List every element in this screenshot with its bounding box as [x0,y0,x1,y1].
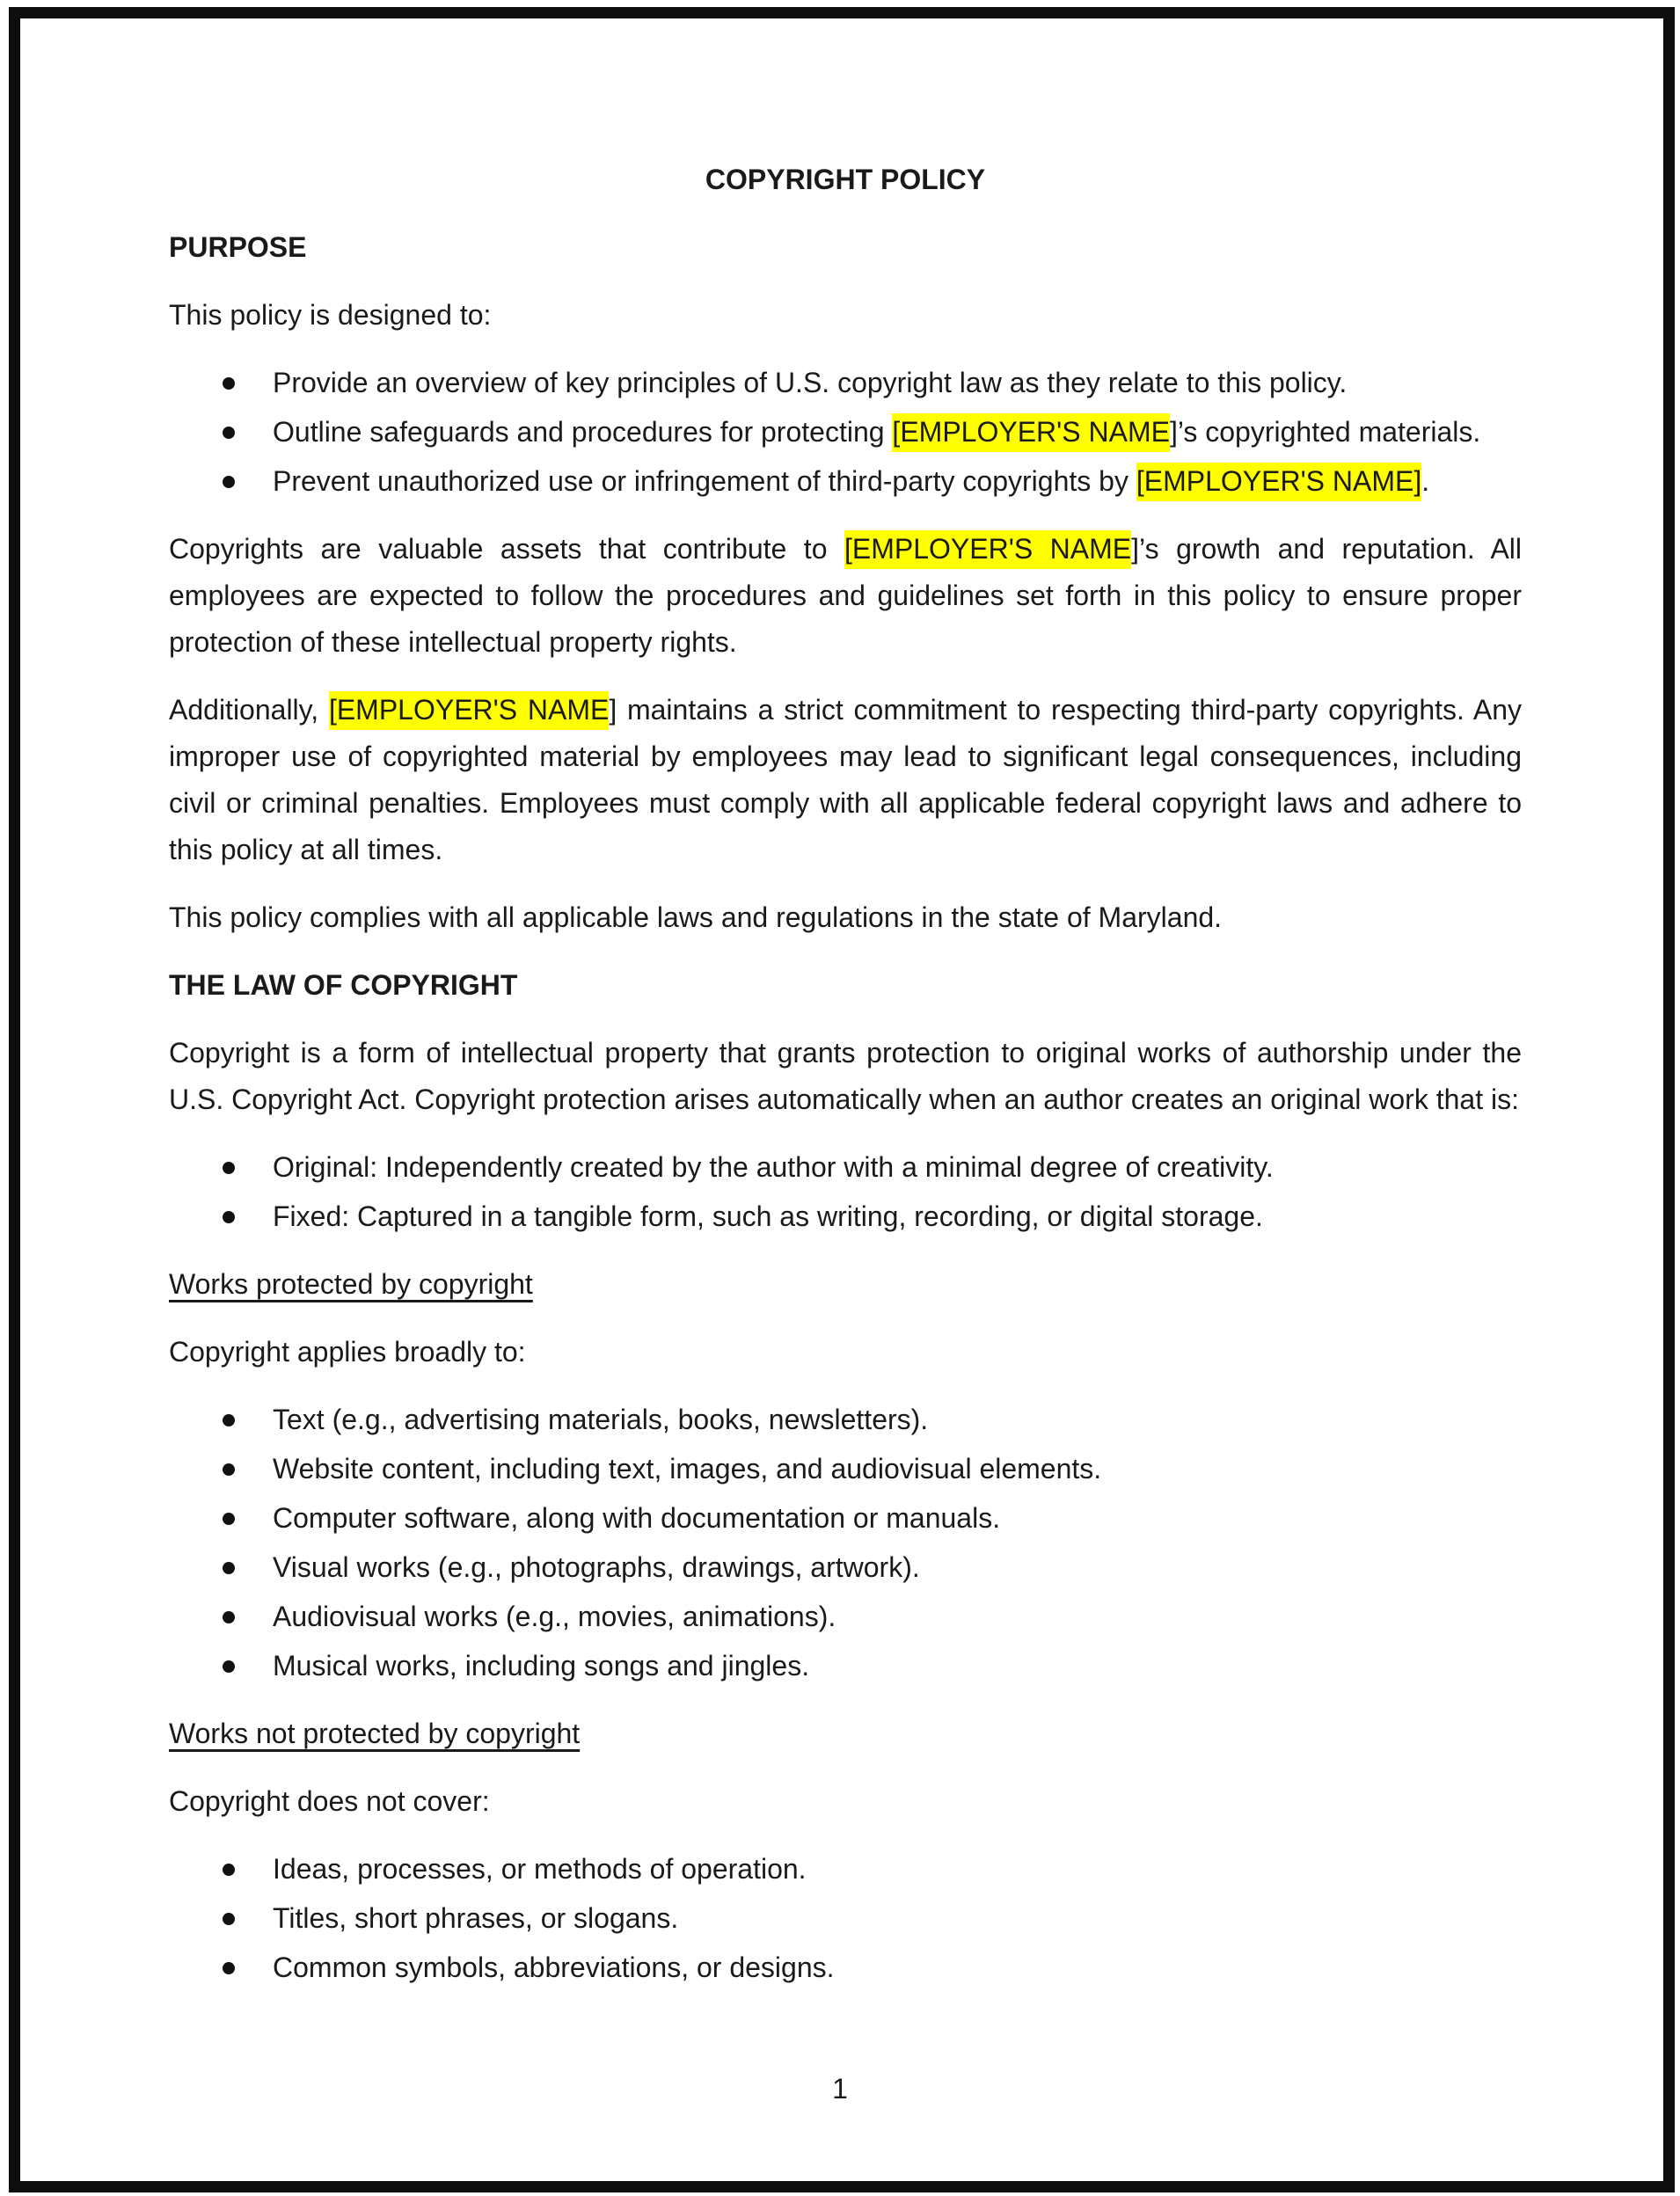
text-run: Copyright applies broadly to: [169,1336,526,1368]
paragraph [169,526,1522,666]
text-run: Ideas, processes, or methods of operation. [273,1853,807,1885]
text-run: Original: Independently created by the author with a minimal degree of creativity. [273,1151,1274,1183]
text-run: Prevent unauthorized use or infringement of third-party copyrights by [273,465,1136,497]
text-run: Text (e.g., advertising materials, books, newsletters). [273,1404,929,1435]
bullet-item [273,360,1522,406]
bullet-icon [223,1414,235,1426]
text-run: Website content, including text, images, and audiovisual elements. [273,1453,1102,1485]
text-run: ]’s copyrighted materials. [1169,416,1481,448]
text-run: Audiovisual works (e.g., movies, animations). [273,1601,836,1632]
paragraph [169,1329,1522,1375]
highlighted-placeholder: [EMPLOYER'S NAME [329,691,609,730]
text-run: Visual works (e.g., photographs, drawings, artwork). [273,1551,920,1583]
bullet-list [169,360,1522,505]
highlighted-placeholder: [EMPLOYER'S NAME] [1136,463,1421,501]
bullet-icon [223,1611,235,1623]
paragraph [169,292,1522,339]
bullet-icon [223,1562,235,1574]
bullet-item [273,409,1522,456]
bullet-list [169,1397,1522,1689]
document-content [169,157,1522,2012]
bullet-icon [223,1962,235,1974]
bullet-icon [223,1513,235,1525]
text-run: ]’s growth and reputation. All employees are expected to follow the procedures and guidelines set forth in this policy to ensure proper protection of these intellectual property rights. [169,533,1523,658]
bullet-icon [223,1660,235,1673]
bullet-item [273,1895,1522,1942]
paragraph [169,894,1522,941]
highlighted-placeholder: [EMPLOYER'S NAME [892,413,1170,452]
bullet-item [273,1594,1522,1640]
text-run: Musical works, including songs and jingles. [273,1650,810,1682]
page-number: 1 [832,2073,848,2105]
text-run: ] maintains a strict commitment to respecting third-party copyrights. Any improper use of copyrighted material by employees may lead to significant legal consequences, including civil or criminal penalties. Employees must comply with all applicable federal copyright laws and adhere to this policy at all times. [169,694,1523,865]
text-run: Copyright is a form of intellectual property that grants protection to original works of authorship under the U.S. Copyright Act. Copyright protection arises automatically when an author creates an original work that is: [169,1037,1522,1115]
text-run: Common symbols, abbreviations, or designs. [273,1952,835,1983]
bullet-icon [223,1211,235,1223]
text-run: Copyright does not cover: [169,1785,490,1817]
highlighted-placeholder: [EMPLOYER'S NAME [844,530,1131,569]
paragraph [169,687,1522,873]
bullet-icon [223,476,235,488]
bullet-list [169,1144,1522,1240]
text-run: Provide an overview of key principles of U.S. copyright law as they relate to this policy. [273,367,1348,398]
text-run: Additionally, [169,694,329,726]
text-run: Computer software, along with documentation or manuals. [273,1502,1001,1534]
text-run: This policy is designed to: [169,299,492,331]
text-run: This policy complies with all applicable laws and regulations in the state of Maryland. [169,901,1223,933]
bullet-item [273,1643,1522,1689]
bullet-item [273,1846,1522,1893]
bullet-icon [223,1463,235,1476]
bullet-item [273,1446,1522,1492]
bullet-list [169,1846,1522,1991]
bullet-item [273,458,1522,505]
bullet-item [273,1193,1522,1240]
bullet-item [273,1544,1522,1591]
bullet-icon [223,1864,235,1876]
bullet-icon [223,1162,235,1174]
bullet-item [273,1144,1522,1191]
section-heading: THE LAW OF COPYRIGHT [169,969,518,1001]
text-run: Outline safeguards and procedures for protecting [273,416,893,448]
bullet-icon [223,427,235,439]
subsection-heading: Works protected by copyright [169,1268,533,1300]
paragraph [169,1778,1522,1825]
bullet-item [273,1944,1522,1991]
bullet-item [273,1495,1522,1542]
bullet-icon [223,1913,235,1925]
document-title: COPYRIGHT POLICY [705,164,986,195]
text-run: Copyrights are valuable assets that contribute to [169,533,844,565]
subsection-heading: Works not protected by copyright [169,1718,581,1749]
section-heading: PURPOSE [169,231,307,263]
bullet-icon [223,377,235,390]
text-run: Titles, short phrases, or slogans. [273,1902,679,1934]
bullet-item [273,1397,1522,1443]
text-run: Fixed: Captured in a tangible form, such as writing, recording, or digital storage. [273,1200,1263,1232]
text-run: . [1421,465,1430,497]
paragraph [169,1030,1522,1123]
